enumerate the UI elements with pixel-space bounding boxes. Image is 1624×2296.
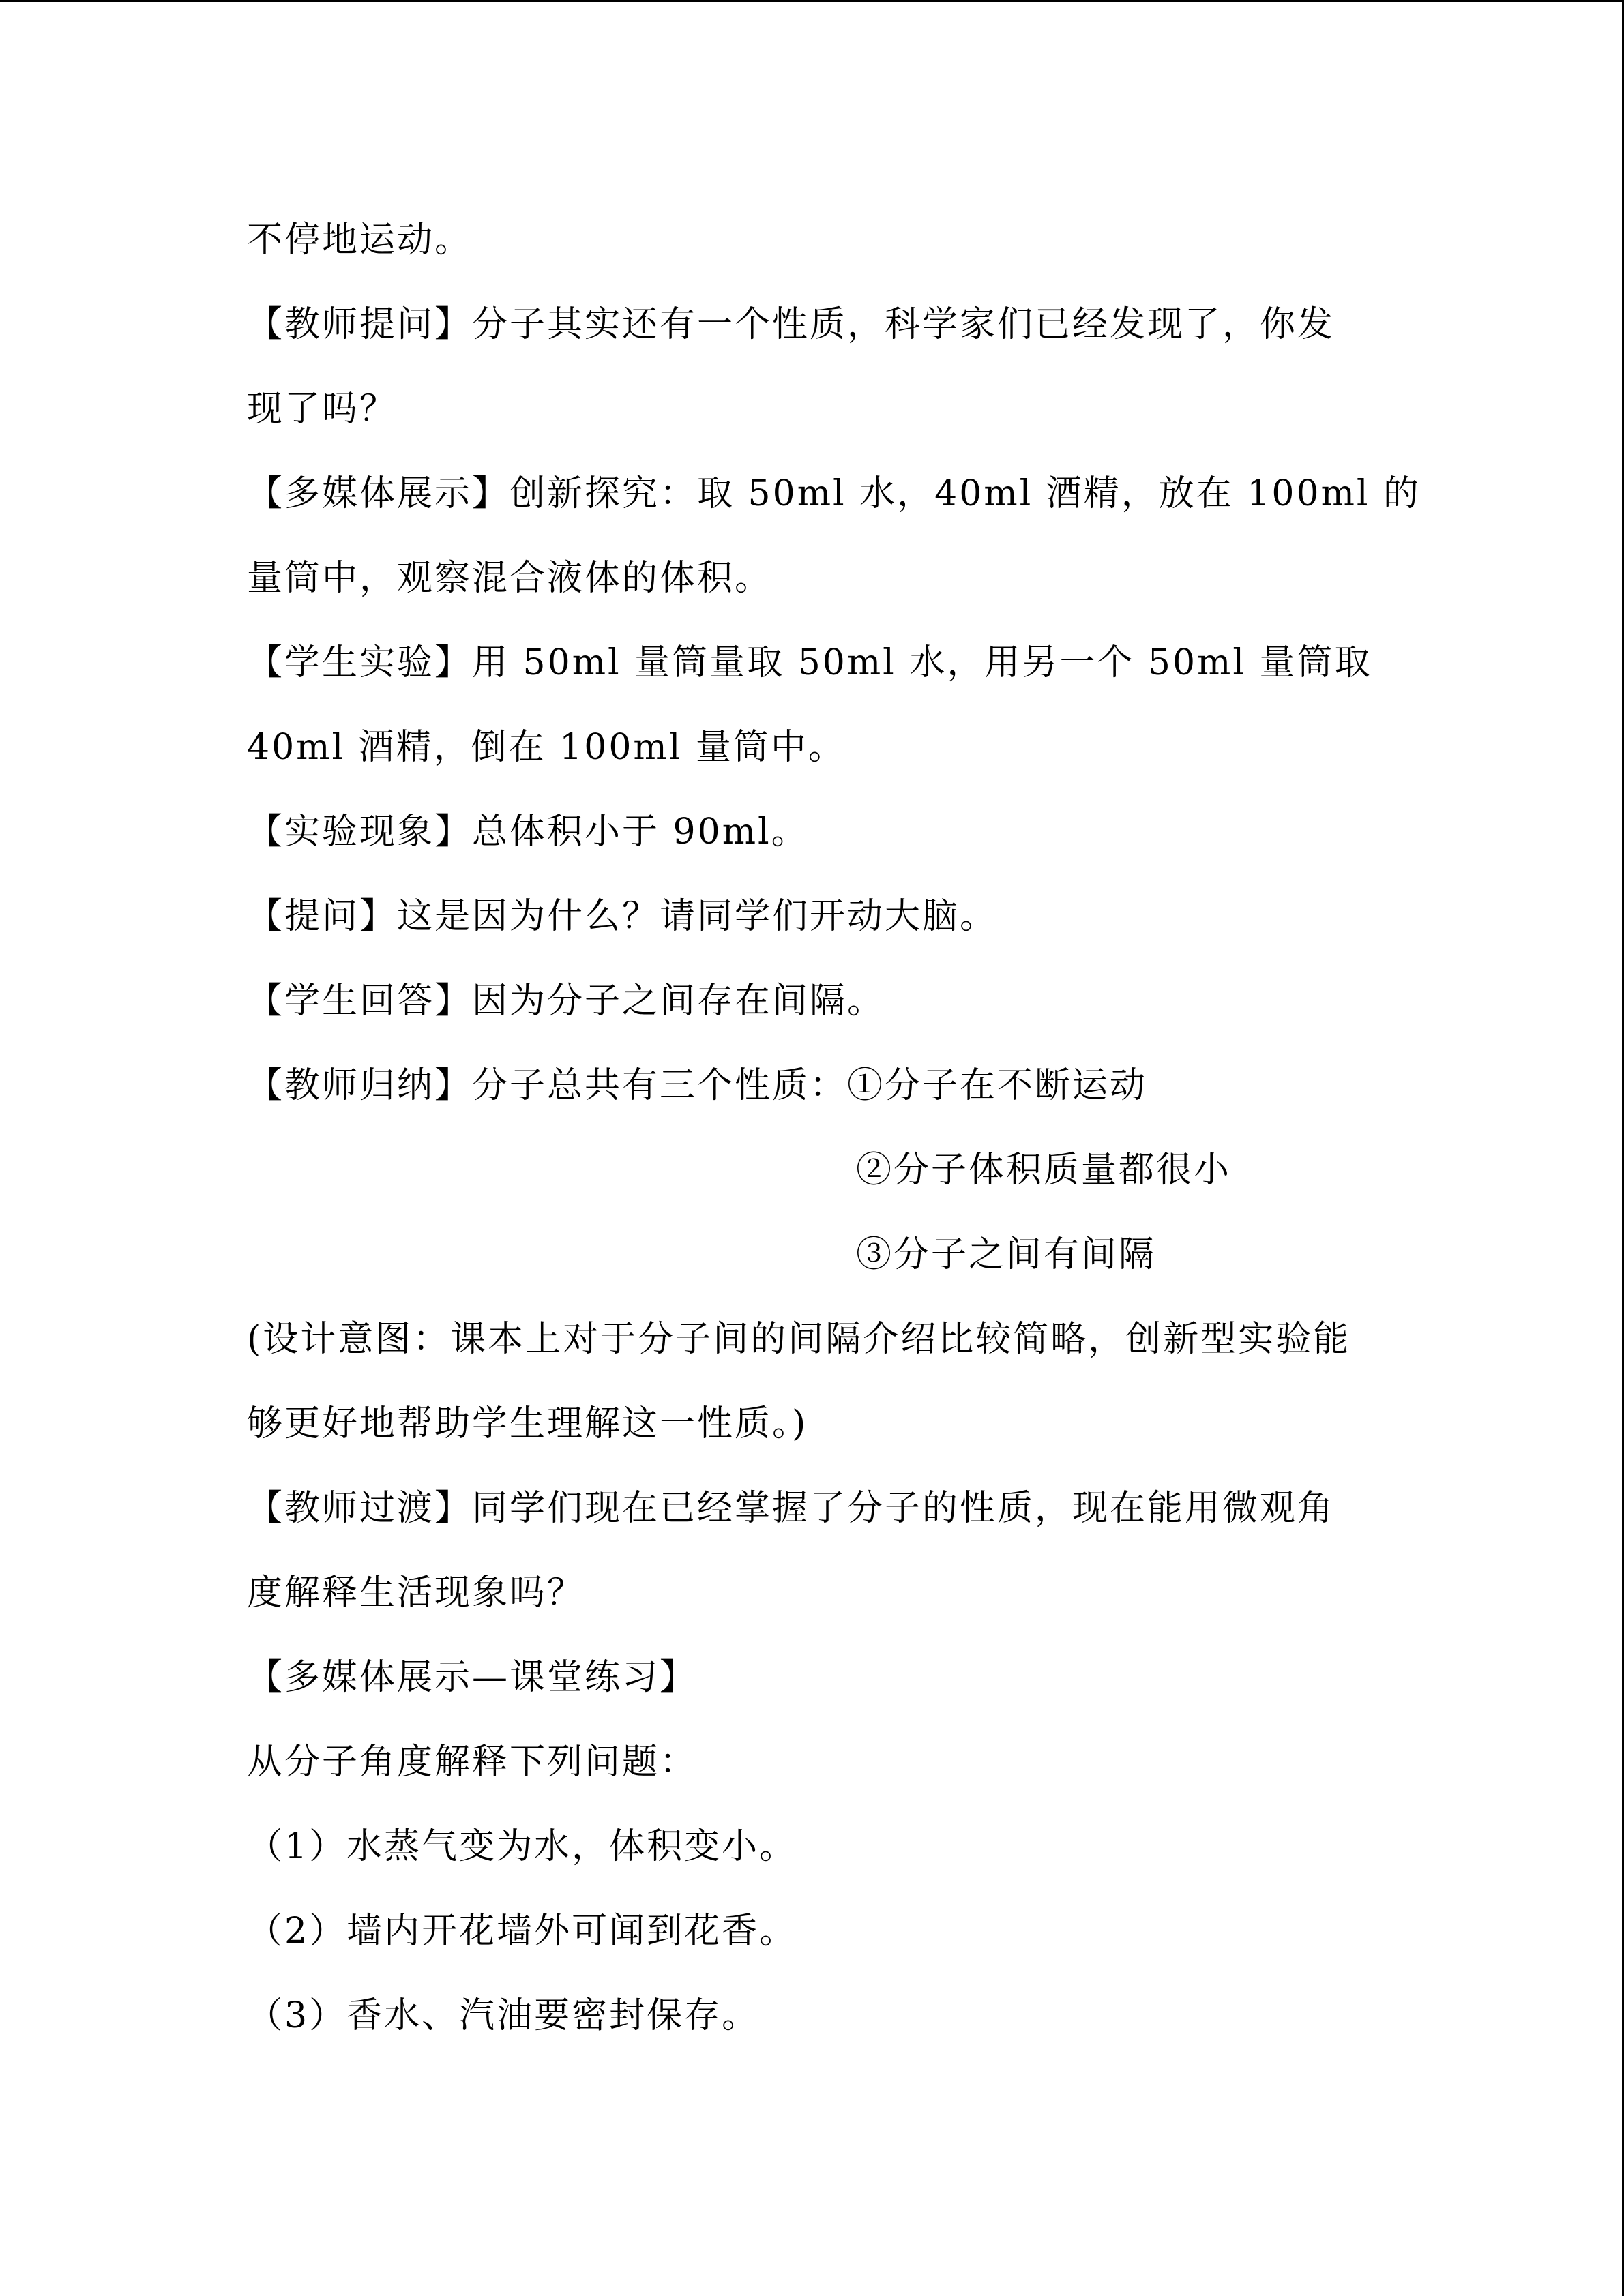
text-line: 度解释生活现象吗？ bbox=[247, 1572, 585, 1613]
page-top-border bbox=[0, 0, 1624, 2]
text-line: 够更好地帮助学生理解这一性质。) bbox=[247, 1403, 808, 1444]
text-line: ②分子体积质量都很小 bbox=[856, 1150, 1232, 1191]
text-line: 40ml 酒精，倒在 100ml 量筒中。 bbox=[247, 727, 846, 768]
text-line: 不停地运动。 bbox=[247, 220, 473, 260]
text-line: 【教师过渡】同学们现在已经掌握了分子的性质，现在能用微观角 bbox=[247, 1488, 1335, 1529]
text-line: 从分子角度解释下列问题： bbox=[247, 1742, 698, 1783]
list-item: （2）墙内开花墙外可闻到花香。 bbox=[247, 1911, 797, 1952]
text-line: 现了吗？ bbox=[247, 389, 398, 430]
text-line: 【多媒体展示—课堂练习】 bbox=[247, 1657, 698, 1698]
text-line: ③分子之间有间隔 bbox=[856, 1234, 1157, 1275]
text-line: 【学生实验】用 50ml 量筒量取 50ml 水，用另一个 50ml 量筒取 bbox=[247, 642, 1372, 683]
text-line: 【多媒体展示】创新探究：取 50ml 水，40ml 酒精，放在 100ml 的 bbox=[247, 473, 1421, 514]
text-line: 【教师提问】分子其实还有一个性质，科学家们已经发现了，你发 bbox=[247, 304, 1335, 345]
text-line: 【教师归纳】分子总共有三个性质：①分子在不断运动 bbox=[247, 1065, 1148, 1106]
list-item: （1）水蒸气变为水，体积变小。 bbox=[247, 1826, 797, 1867]
text-line: 【实验现象】总体积小于 90ml。 bbox=[247, 811, 809, 852]
text-line: (设计意图：课本上对于分子间的间隔介绍比较简略，创新型实验能 bbox=[247, 1319, 1351, 1360]
text-line: 【提问】这是因为什么？请同学们开动大脑。 bbox=[247, 896, 998, 937]
list-item: （3）香水、汽油要密封保存。 bbox=[247, 1995, 760, 2036]
text-line: 量筒中，观察混合液体的体积。 bbox=[247, 558, 773, 599]
document-body bbox=[247, 209, 1421, 2070]
text-line: 【学生回答】因为分子之间存在间隔。 bbox=[247, 981, 885, 1022]
